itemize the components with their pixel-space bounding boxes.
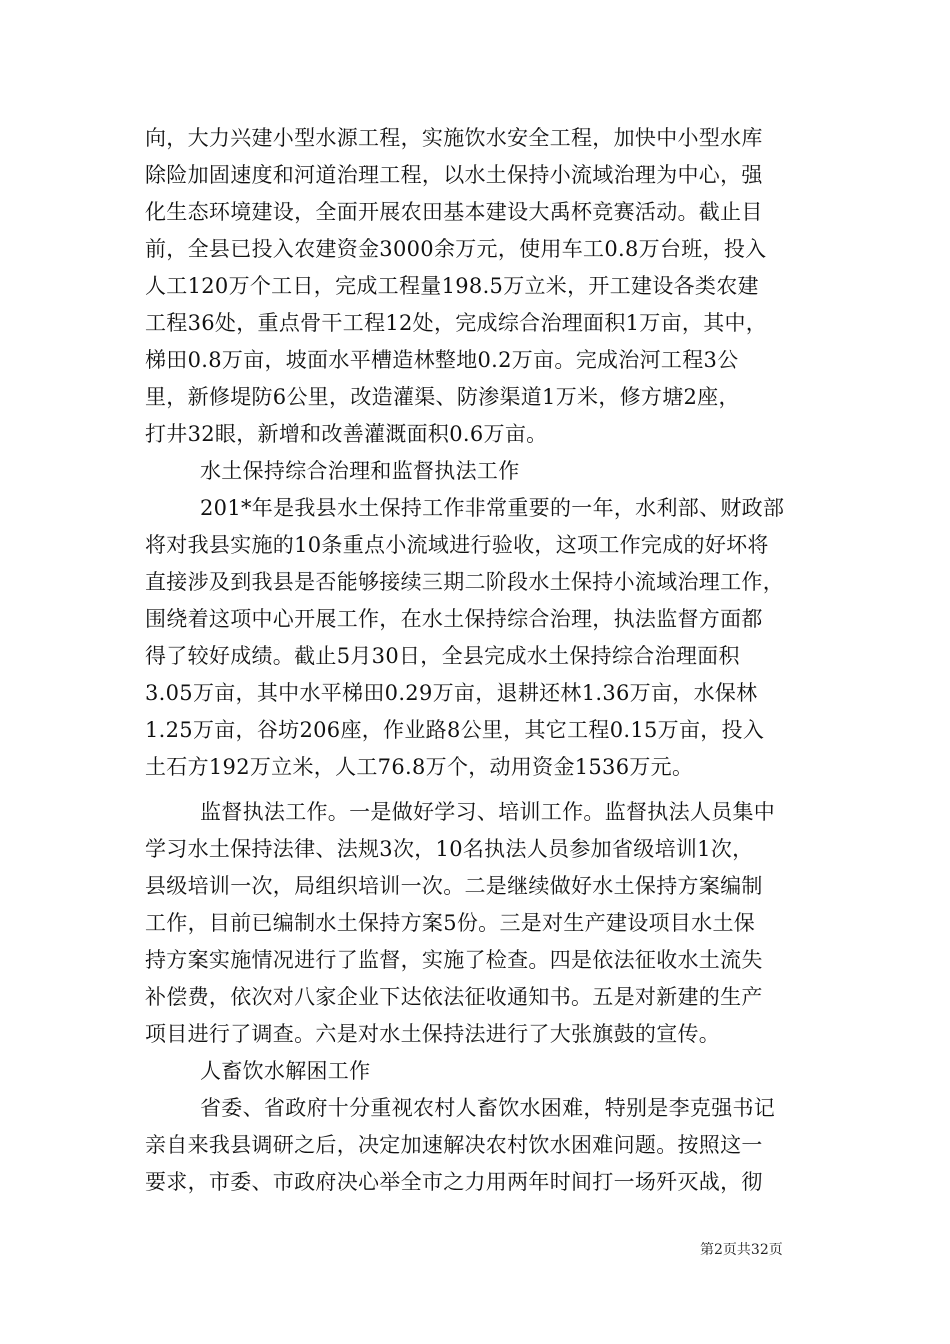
text-line: 持方案实施情况进行了监督，实施了检查。四是依法征收水土流失 xyxy=(145,948,763,972)
paragraph-drinking-water xyxy=(145,1090,810,1201)
text-line: 监督执法工作。一是做好学习、培训工作。监督执法人员集中 xyxy=(200,800,776,824)
text-line: 工程36处，重点骨干工程12处，完成综合治理面积1万亩，其中， xyxy=(145,311,768,335)
text-line: 要求，市委、市政府决心举全市之力用两年时间打一场歼灭战，彻 xyxy=(145,1170,763,1194)
text-line: 省委、省政府十分重视农村人畜饮水困难，特别是李克强书记 xyxy=(200,1096,776,1120)
paragraph-farmland-construction xyxy=(145,120,810,453)
text-line: 亲自来我县调研之后，决定加速解决农村饮水困难问题。按照这一 xyxy=(145,1133,763,1157)
text-line: 人工120万个工日，完成工程量198.5万立米，开工建设各类农建 xyxy=(145,274,759,298)
text-line: 县级培训一次，局组织培训一次。二是继续做好水土保持方案编制 xyxy=(145,874,763,898)
text-line: 1.25万亩，谷坊206座，作业路8公里，其它工程0.15万亩，投入 xyxy=(145,718,765,742)
text-line: 梯田0.8万亩，坡面水平槽造林整地0.2万亩。完成治河工程3公 xyxy=(145,348,739,372)
section-heading-drinking-water: 人畜饮水解困工作 xyxy=(200,1059,371,1083)
paragraph-supervision-enforcement xyxy=(145,794,810,1053)
text-line: 项目进行了调查。六是对水土保持法进行了大张旗鼓的宣传。 xyxy=(145,1022,721,1046)
text-line: 化生态环境建设，全面开展农田基本建设大禹杯竞赛活动。截止目 xyxy=(145,200,763,224)
section-heading-soil-conservation: 水土保持综合治理和监督执法工作 xyxy=(200,459,520,483)
page-number-footer: 第2页共32页 xyxy=(700,1242,783,1258)
text-line: 201*年是我县水土保持工作非常重要的一年，水利部、财政部 xyxy=(200,496,785,520)
body-text xyxy=(145,120,810,1201)
text-line: 围绕着这项中心开展工作，在水土保持综合治理，执法监督方面都 xyxy=(145,607,763,631)
text-line: 除险加固速度和河道治理工程，以水土保持小流域治理为中心，强 xyxy=(145,163,763,187)
text-line: 里，新修堤防6公里，改造灌渠、防渗渠道1万米，修方塘2座， xyxy=(145,385,740,409)
paragraph-gap xyxy=(145,786,810,794)
text-line: 向，大力兴建小型水源工程，实施饮水安全工程，加快中小型水库 xyxy=(145,126,763,150)
paragraph-soil-conservation xyxy=(145,490,810,786)
text-line: 土石方192万立米，人工76.8万个，动用资金1536万元。 xyxy=(145,755,694,779)
text-line: 打井32眼，新增和改善灌溉面积0.6万亩。 xyxy=(145,422,548,446)
text-line: 补偿费，依次对八家企业下达依法征收通知书。五是对新建的生产 xyxy=(145,985,763,1009)
text-line: 得了较好成绩。截止5月30日，全县完成水土保持综合治理面积 xyxy=(145,644,740,668)
text-line: 将对我县实施的10条重点小流域进行验收，这项工作完成的好坏将 xyxy=(145,533,769,557)
text-line: 学习水土保持法律、法规3次，10名执法人员参加省级培训1次， xyxy=(145,837,754,861)
text-line: 工作，目前已编制水土保持方案5份。三是对生产建设项目水土保 xyxy=(145,911,756,935)
text-line: 3.05万亩，其中水平梯田0.29万亩，退耕还林1.36万亩，水保林 xyxy=(145,681,758,705)
text-line: 前，全县已投入农建资金3000余万元，使用车工0.8万台班，投入 xyxy=(145,237,767,261)
text-line: 直接涉及到我县是否能够接续三期二阶段水土保持小流域治理工作， xyxy=(145,570,784,594)
